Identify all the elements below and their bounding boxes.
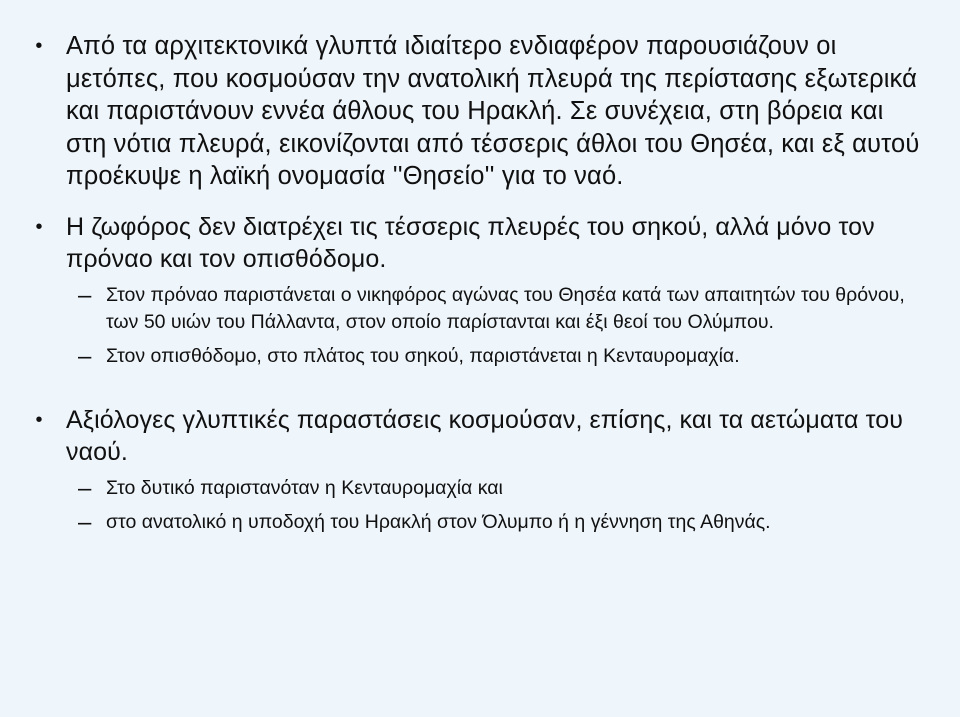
bullet-2-subitem-2-marker: – xyxy=(78,342,92,370)
bullet-1 xyxy=(30,30,930,193)
bullet-3-marker: • xyxy=(35,409,43,431)
bullet-2-subitem-1-marker: – xyxy=(78,281,92,309)
bullet-2-subitem-1 xyxy=(78,281,930,337)
bullet-3-subitem-2-text: στο ανατολικό η υποδοχή του Ηρακλή στον Όλυμπο ή η γέννηση της Αθηνάς. xyxy=(106,510,771,533)
bullet-3-subitem-1 xyxy=(78,475,930,503)
bullet-2-marker: • xyxy=(35,215,43,238)
bullet-3-subitem-2-marker: – xyxy=(78,508,92,536)
bullet-1-marker: • xyxy=(35,35,43,57)
bullet-3-subitem-2 xyxy=(78,508,930,537)
bullet-3-subitem-1-marker: – xyxy=(78,475,92,502)
bullet-2-text: Η ζωφόρος δεν διατρέχει τις τέσσερις πλευρές του σηκού, αλλά μόνο τον πρόναο και τον οπισθόδομο. xyxy=(66,212,875,273)
bullet-3-row xyxy=(30,404,930,468)
bullet-2-row xyxy=(30,211,930,275)
bullet-2 xyxy=(30,211,930,371)
spacer-1 xyxy=(30,193,930,211)
bullet-3-subitem-1-text: Στο δυτικό παριστανόταν η Κενταυρομαχία και xyxy=(106,477,503,499)
bullet-3-subitems xyxy=(78,475,930,536)
bullet-1-row xyxy=(30,30,930,193)
bullet-3 xyxy=(30,404,930,536)
spacer-2 xyxy=(30,370,930,404)
slide-content xyxy=(30,30,930,536)
bullet-3-text: Αξιόλογες γλυπτικές παραστάσεις κοσμούσαν, επίσης, και τα αετώματα του ναού. xyxy=(66,406,904,466)
bullet-2-subitem-2 xyxy=(78,342,930,371)
bullet-2-subitem-1-text: Στον πρόναο παριστάνεται ο νικηφόρος αγώνας του Θησέα κατά των απαιτητών του θρόνου, των 50 υιών του Πάλλαντα, στον οποίο παρίστανται και έξι θεοί του Ολύμπου. xyxy=(106,283,905,333)
bullet-2-subitem-2-text: Στον οπισθόδομο, στο πλάτος του σηκού, παριστάνεται η Κενταυρομαχία. xyxy=(106,344,740,367)
bullet-1-text: Από τα αρχιτεκτονικά γλυπτά ιδιαίτερο ενδιαφέρον παρουσιάζουν οι μετόπες, που κοσμούσαν την ανατολική πλευρά της περίστασης εξωτερικά και παριστάνουν εννέα άθλους του Ηρακλή. Σε συνέχεια, στη βόρεια και στη νότια πλευρά, εικονίζονται από τέσσερις άθλοι του Θησέα, και εξ αυτού προέκυψε η λαϊκή ονομασία ''Θησείο'' για το ναό. xyxy=(66,32,920,190)
bullet-2-subitems xyxy=(78,281,930,371)
